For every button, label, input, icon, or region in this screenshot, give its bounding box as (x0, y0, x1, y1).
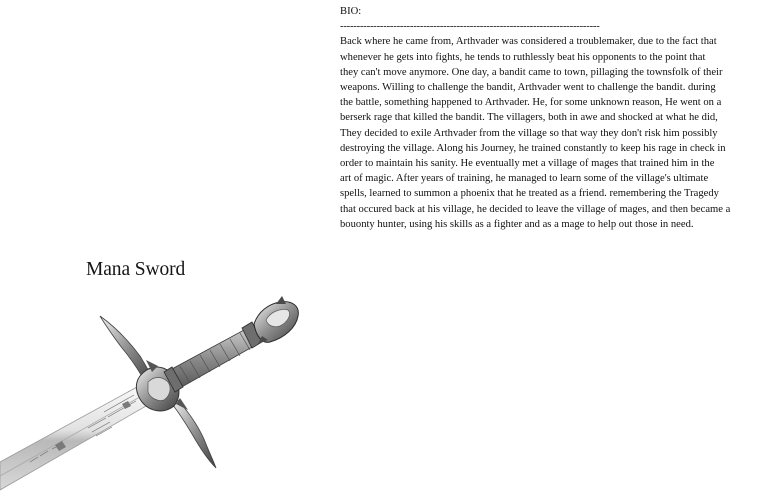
sword-blade (0, 381, 160, 490)
sword-crossguard (100, 316, 216, 468)
sword-icon (0, 290, 320, 498)
bio-section (340, 4, 768, 232)
sword-pommel (254, 296, 298, 344)
bio-divider: ------------------------------------------------------------------------------ (340, 21, 600, 33)
bio-text: Back where he came from, Arthvader was considered a troublemaker, due to the fact that whenever he gets into fights, he tends to ruthlessly beat his opponents to the point that they can't move anymore. One day, a bandit came to town, pillaging the townsfolk of their weapons. Willing to challenge the bandit, Arthvader went to challenge the bandit. during the battle, something happened to Arthvader. He, for some unknown reason, He went on a berserk rage that killed the bandit. The villagers, both in awe and shocked at what he did, They decided to exile Arthvader from the village so that way they don't risk him possibly destroying the village. Along his Journey, he trained constantly to keep his rage in check in order to maintain his sanity. He eventually met a village of mages that trained him in the art of magic. After years of training, he managed to learn some of the village's ultimate spells, learned to summon a phoenix that he treated as a friend. remembering the Tragedy that occured back at his village, he decided to leave the village of mages, and then became a bouonty hunter, using his skills as a fighter and as a mage to help out those in need. (340, 36, 731, 230)
sword-grip (164, 322, 262, 392)
sword-title: Mana Sword (86, 259, 186, 280)
bio-heading: BIO: (340, 6, 362, 17)
